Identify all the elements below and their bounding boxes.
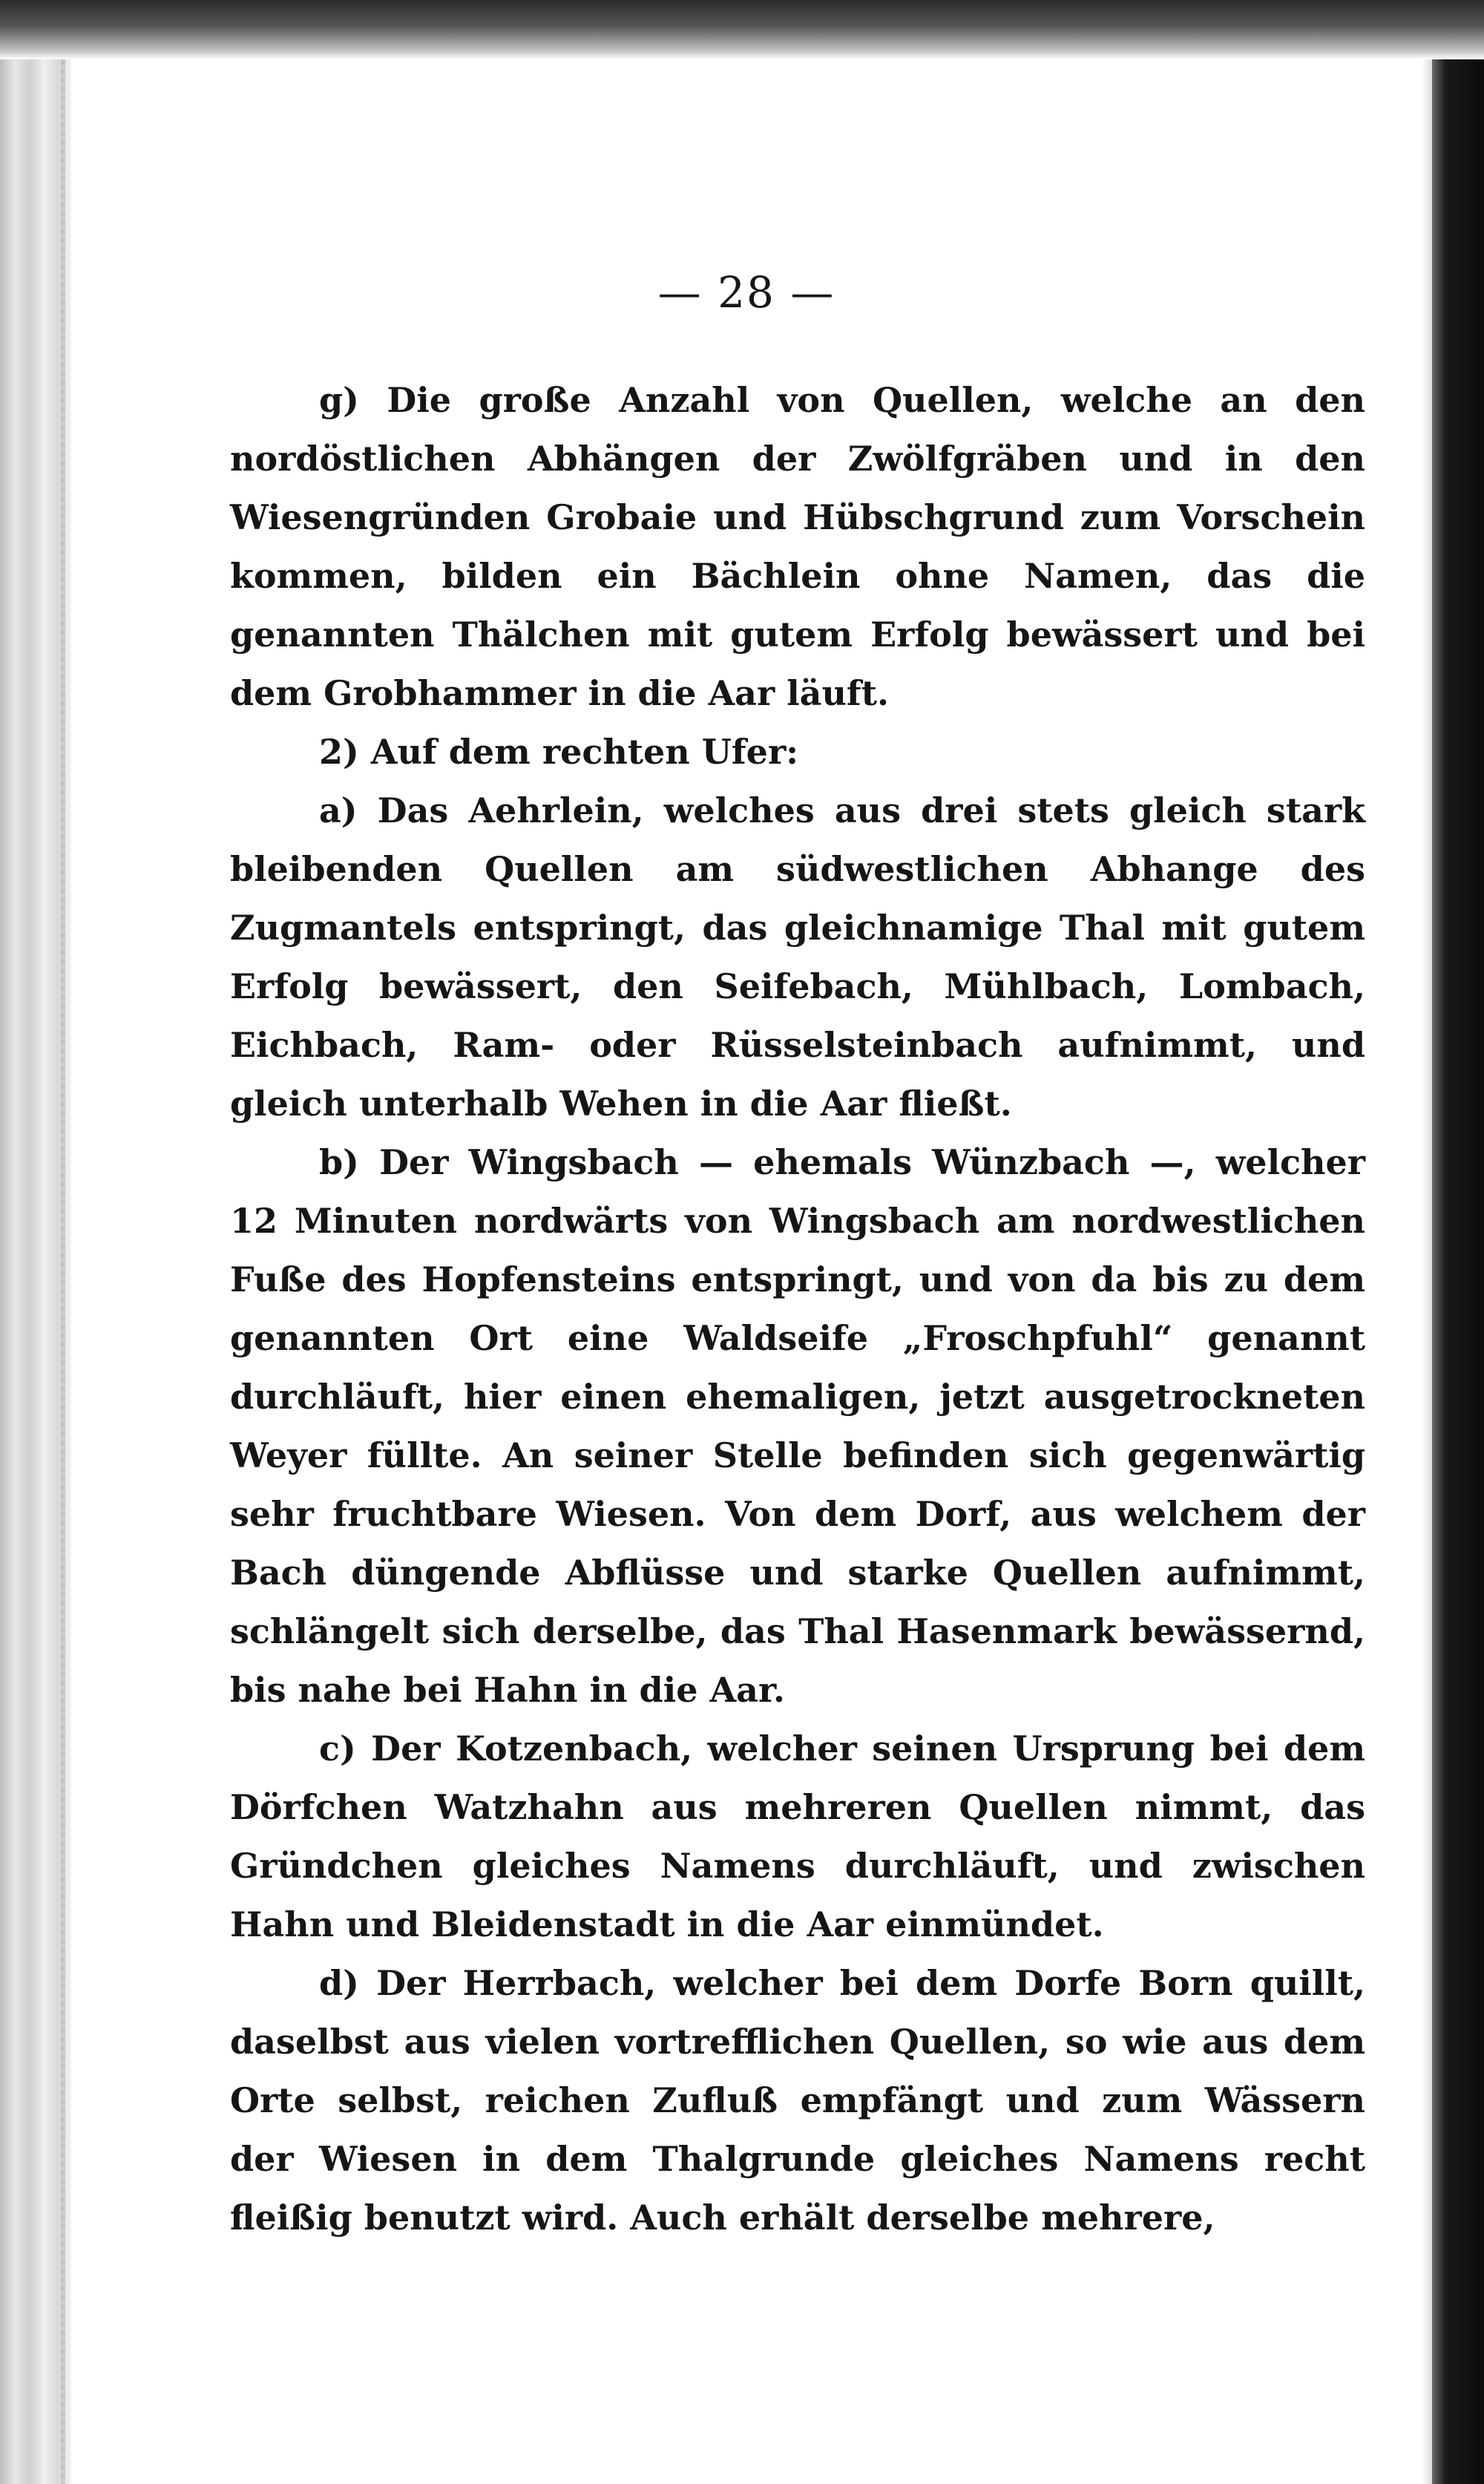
scan-top-border	[0, 0, 1484, 59]
book-page	[71, 59, 1422, 2484]
paragraph-a: a) Das Aehrlein, welches aus drei stets gleich stark bleibenden Quellen am südwestlichen Abhange des Zugmantels entspringt, das gleichnamige Thal mit gutem Erfolg bewässert, den Seifebach, Mühlbach, Lombach, Eichbach, Ram- oder Rüsselsteinbach aufnimmt, und gleich unterhalb Wehen in die Aar fließt.	[230, 790, 1365, 1124]
page-edge-shadow	[1422, 59, 1432, 2484]
paragraph-d: d) Der Herrbach, welcher bei dem Dorfe Born quillt, daselbst aus vielen vortrefflichen Quellen, so wie aus dem Orte selbst, reichen Zufluß empfängt und zum Wässern der Wiesen in dem Thalgrunde gleiches Namens recht fleißig benutzt wird. Auch erhält derselbe mehrere,	[230, 1963, 1365, 2238]
paragraph-b: b) Der Wingsbach — ehemals Wünzbach —, welcher 12 Minuten nordwärts von Wingsbach am nordwestlichen Fuße des Hopfensteins entspringt, und von da bis zu dem genannten Ort eine Waldseife „Froschpfuhl“ genannt durchläuft, hier einen ehemaligen, jetzt ausgetrockneten Weyer füllte. An seiner Stelle befinden sich gegenwärtig sehr fruchtbare Wiesen. Von dem Dorf, aus welchem der Bach düngende Abflüsse und starke Quellen aufnimmt, schlängelt sich derselbe, das Thal Hasenmark bewässernd, bis nahe bei Hahn in die Aar.	[230, 1142, 1365, 1710]
section-heading-right-bank: 2) Auf dem rechten Ufer:	[319, 732, 799, 772]
scan-binding-edge	[0, 0, 71, 2484]
scan-dark-border	[1432, 0, 1484, 2484]
page-number: — 28 —	[657, 267, 835, 318]
page-body	[230, 371, 1365, 2247]
paragraph-c: c) Der Kotzenbach, welcher seinen Ursprung bei dem Dörfchen Watzhahn aus mehreren Quellen nimmt, das Gründchen gleiches Namens durchläuft, und zwischen Hahn und Bleidenstadt in die Aar einmündet.	[230, 1728, 1365, 1944]
paragraph-g: g) Die große Anzahl von Quellen, welche an den nordöstlichen Abhängen der Zwölfgräben und in den Wiesengründen Grobaie und Hübschgrund zum Vorschein kommen, bilden ein Bächlein ohne Namen, das die genannten Thälchen mit gutem Erfolg bewässert und bei dem Grobhammer in die Aar läuft.	[230, 380, 1365, 713]
